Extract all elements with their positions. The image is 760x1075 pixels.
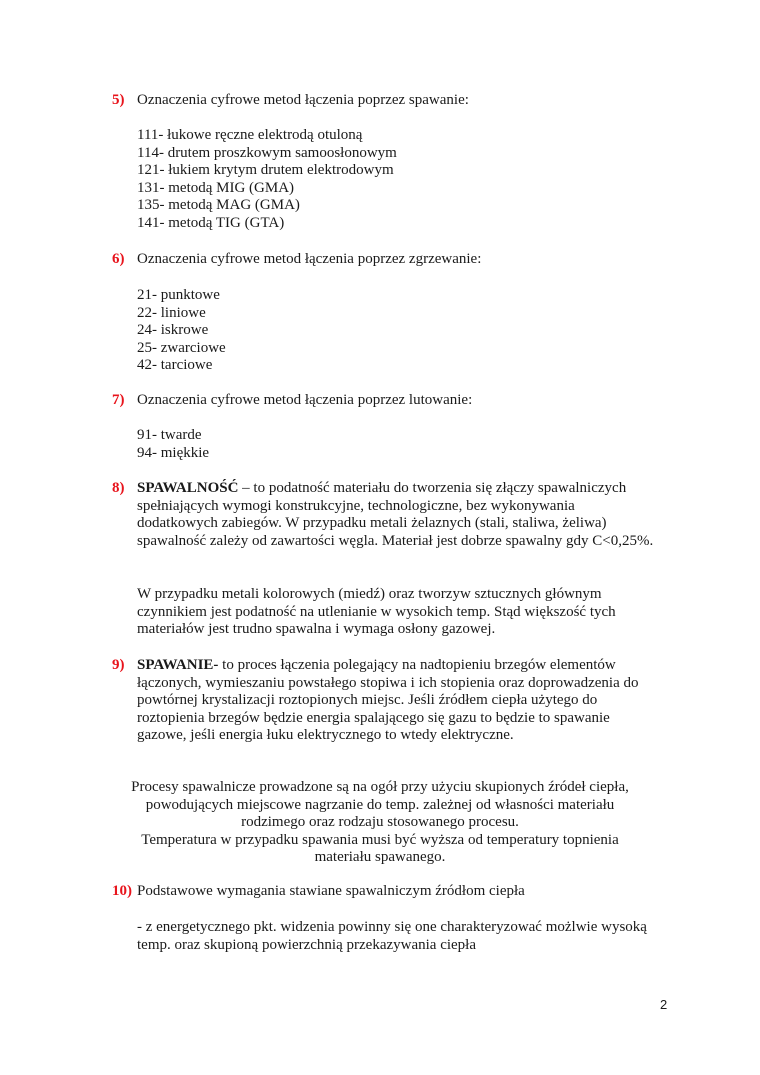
- paragraph-line: gazowe, jeśli energia łuku elektrycznego to wtedy elektryczne.: [137, 727, 514, 743]
- paragraph-line: spawalność zależy od zawartości węgla. Materiał jest dobrze spawalny gdy C<0,25%.: [137, 532, 654, 549]
- list-item: 25- zwarciowe: [137, 339, 226, 356]
- note-line: Procesy spawalnicze prowadzone są na ogół przy użyciu skupionych źródeł ciepła,: [131, 779, 629, 795]
- section-5-number: 5): [112, 92, 125, 108]
- section-8-first-line: [137, 480, 657, 498]
- list-item: 121- łukiem krytym drutem elektrodowym: [137, 162, 394, 178]
- list-item: 141- metodą TIG (GTA): [137, 214, 285, 231]
- note-line: rodzimego oraz rodzaju stosowanego procesu.: [241, 814, 519, 830]
- definition-text: – to podatność materiału do tworzenia się złączy spawalniczych: [238, 480, 627, 496]
- paragraph-line: temp. oraz skupioną powierzchnią przekazywania ciepła: [137, 936, 477, 953]
- section-10-paragraph: [137, 919, 657, 954]
- list-item: 131- metodą MIG (GMA): [137, 179, 295, 196]
- definition-text: to proces łączenia polegający na nadtopieniu brzegów elementów: [218, 657, 616, 673]
- section-9-centered-note: [120, 779, 640, 867]
- page-number: 2: [660, 997, 668, 1012]
- paragraph-line: W przypadku metali kolorowych (miedź) oraz tworzyw sztucznych głównym: [137, 586, 602, 602]
- note-line: materiału spawanego.: [314, 849, 446, 865]
- section-7-list: [137, 427, 209, 462]
- list-item: 21- punktowe: [137, 287, 220, 303]
- section-9-number: 9): [112, 657, 125, 673]
- note-line: Temperatura w przypadku spawania musi być wyższa od temperatury topnienia: [141, 831, 619, 848]
- paragraph-line: - z energetycznego pkt. widzenia powinny się one charakteryzować możlwie wysoką: [137, 919, 647, 935]
- list-item: 91- twarde: [137, 427, 202, 443]
- term-spawalnosc: SPAWALNOŚĆ: [137, 480, 239, 496]
- list-item: 114- drutem proszkowym samoosłonowym: [137, 144, 397, 161]
- section-9-first-line: [137, 657, 657, 675]
- section-8-paragraph: [137, 480, 657, 550]
- list-item: 24- iskrowe: [137, 322, 209, 338]
- list-item: 94- miękkie: [137, 444, 210, 461]
- list-item: 42- tarciowe: [137, 357, 213, 373]
- list-item: 22- liniowe: [137, 304, 206, 321]
- section-7-number: 7): [112, 392, 125, 408]
- section-5-list: [137, 127, 397, 232]
- section-6-heading: Oznaczenia cyfrowe metod łączenia poprzez zgrzewanie:: [137, 251, 482, 267]
- paragraph-line: czynnikiem jest podatność na utlenianie w wysokich temp. Stąd większość tych: [137, 603, 616, 620]
- section-8-number: 8): [112, 480, 125, 496]
- list-item: 135- metodą MAG (GMA): [137, 197, 300, 213]
- section-5-heading: Oznaczenia cyfrowe metod łączenia poprzez spawanie:: [137, 92, 469, 108]
- paragraph-line: dodatkowych zabiegów. W przypadku metali żelaznych (stali, staliwa, żeliwa): [137, 515, 607, 531]
- section-6-number: 6): [112, 251, 125, 267]
- section-6-list: [137, 287, 226, 375]
- paragraph-line: materiałów jest trudno spawalna i wymaga osłony gazowej.: [137, 621, 496, 637]
- section-7-heading: Oznaczenia cyfrowe metod łączenia poprzez lutowanie:: [137, 392, 473, 408]
- section-8-paragraph-2: [137, 586, 657, 639]
- section-10-number: 10): [112, 883, 132, 899]
- paragraph-line: spełniających wymogi konstrukcyjne, technologiczne, bez wykonywania: [137, 497, 575, 514]
- section-10-heading: Podstawowe wymagania stawiane spawalniczym źródłom ciepła: [137, 883, 525, 899]
- term-spawanie: SPAWANIE-: [137, 657, 219, 673]
- paragraph-line: łączonych, wymieszaniu powstałego stopiwa i ich stopienia oraz doprowadzenia do: [137, 674, 639, 691]
- list-item: 111- łukowe ręczne elektrodą otuloną: [137, 127, 363, 143]
- section-9-paragraph: [137, 657, 657, 745]
- note-line: powodujących miejscowe nagrzanie do temp. zależnej od własności materiału: [145, 796, 615, 813]
- paragraph-line: roztopienia brzegów będzie energia spalającego się gazu to będzie to spawanie: [137, 709, 610, 726]
- paragraph-line: powtórnej krystalizacji roztopionych miejsc. Jeśli źródłem ciepła użytego do: [137, 692, 598, 708]
